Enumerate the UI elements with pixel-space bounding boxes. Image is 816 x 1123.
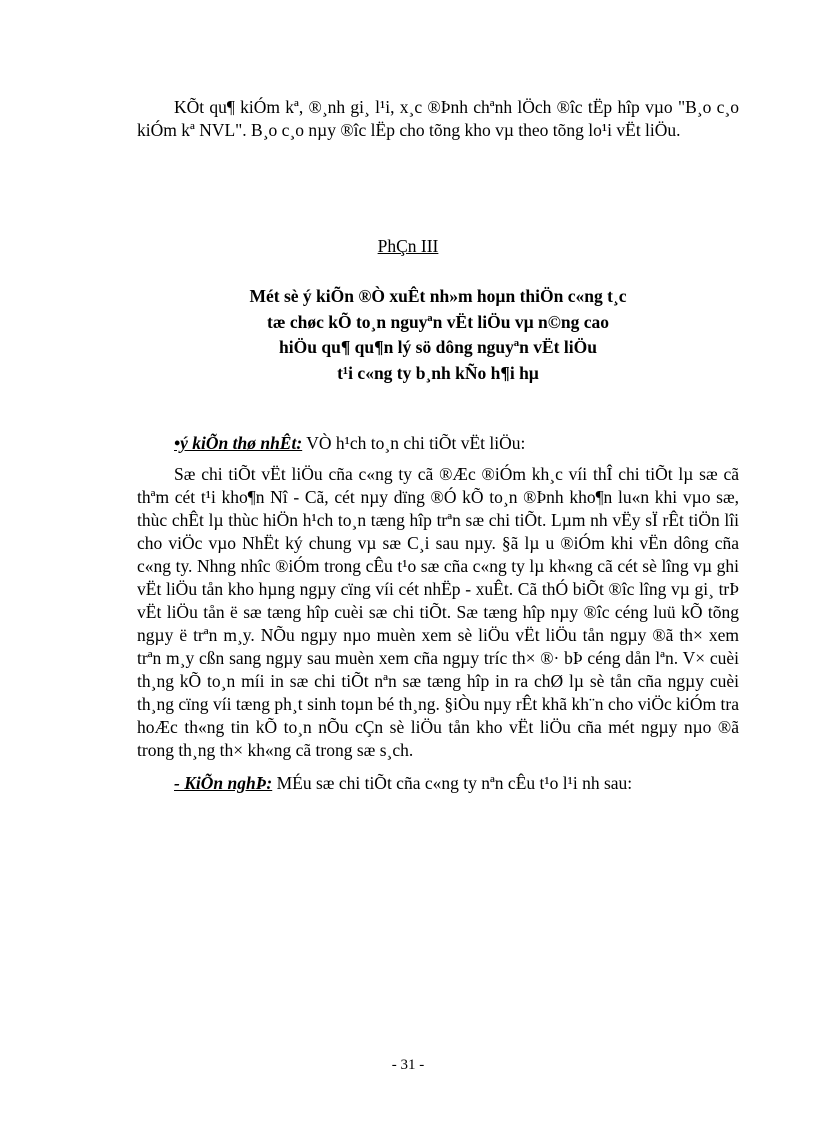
proposal-text: MÉu sæ chi tiÕt cña c«ng ty nªn cÊu t¹o l¹i nh sau:	[272, 773, 633, 793]
part-title: PhÇn III	[377, 236, 439, 256]
heading-line: tæ chøc kÕ to¸n nguyªn vËt liÖu vµ n©ng cao	[267, 311, 609, 332]
proposal-label: - KiÕn nghÞ:	[174, 773, 273, 793]
heading-line: hiÖu qu¶ qu¶n lý sö dông nguyªn vËt liÖu	[279, 337, 597, 357]
opinion-one-label: •ý kiÕn thø nhÊt:	[174, 433, 303, 453]
page-number: - 31 -	[391, 1057, 425, 1073]
proposal-line	[137, 772, 739, 795]
intro-paragraph: KÕt qu¶ kiÓm kª, ®¸nh gi¸ l¹i, x¸c ®Þnh chªnh lÖch ®îc tËp hîp vµo "B¸o c¸o kiÓm kª NVL". B¸o c¸o nµy ®îc lËp cho tõng kho vµ theo tõng lo¹i vËt liÖu.	[137, 97, 739, 140]
opinion-one-line	[137, 432, 739, 455]
body-paragraph: Sæ chi tiÕt vËt liÖu cña c«ng ty cã ®Æc ®iÓm kh¸c víi thÎ chi tiÕt lµ sæ cã thªm cét t¹i kho¶n Nî - Cã, cét nµy dïng ®Ó kÕ to¸n ®Þnh kho¶n lu«n khi vµo sæ, thùc chÊt lµ thùc hiÖn h¹ch to¸n tæng hîp trªn sæ chi tiÕt. Lµm nh vËy sÏ rÊt tiÖn lîi cho viÖc vµo NhËt ký chung vµ sæ C¸i sau nµy. §ã lµ u ®iÓm khi vËn dông cña c«ng ty. Nhng nhîc ®iÓm trong cÊu t¹o sæ cña c«ng ty lµ kh«ng cã cét sè lîng vµ ghi vËt liÖu tån kho hµng ngµy cïng víi cét nhËp - xuÊt. Cã thÓ biÕt ®îc lîng vµ gi¸ trÞ vËt liÖu tån ë sæ tæng hîp cuèi sæ chi tiÕt. Sæ tæng hîp nµy ®îc céng luü kÕ tõng ngµy ë trªn m¸y. NÕu ngµy nµo muèn xem sè liÖu vËt liÖu tån ngµy ®ã th× xem trªn m¸y cßn sang ngµy sau muèn xem cña ngµy tríc th× ®· bÞ céng dån lªn. V× cuèi th¸ng kÕ to¸n míi in sæ chi tiÕt nªn sæ tæng hîp in ra chØ lµ sè tån cña ngµy cuèi th¸ng cïng víi tæng ph¸t sinh toµn bé th¸ng. §iÒu nµy rÊt khã kh¨n cho viÖc kiÓm tra hoÆc th«ng tin kÕ to¸n nÕu cÇn sè liÖu tån kho vËt liÖu cña mét ngµy nµo ®ã trong th¸ng th× kh«ng cã trong sæ s¸ch.	[137, 464, 739, 760]
heading-line: Mét sè ý kiÕn ®Ò xuÊt nh»m hoµn thiÖn c«ng t¸c	[249, 286, 627, 306]
opinion-one-intro: VÒ h¹ch to¸n chi tiÕt vËt liÖu:	[302, 433, 526, 453]
heading-line: t¹i c«ng ty b¸nh kÑo h¶i hµ	[337, 362, 539, 383]
section-heading	[137, 284, 739, 386]
